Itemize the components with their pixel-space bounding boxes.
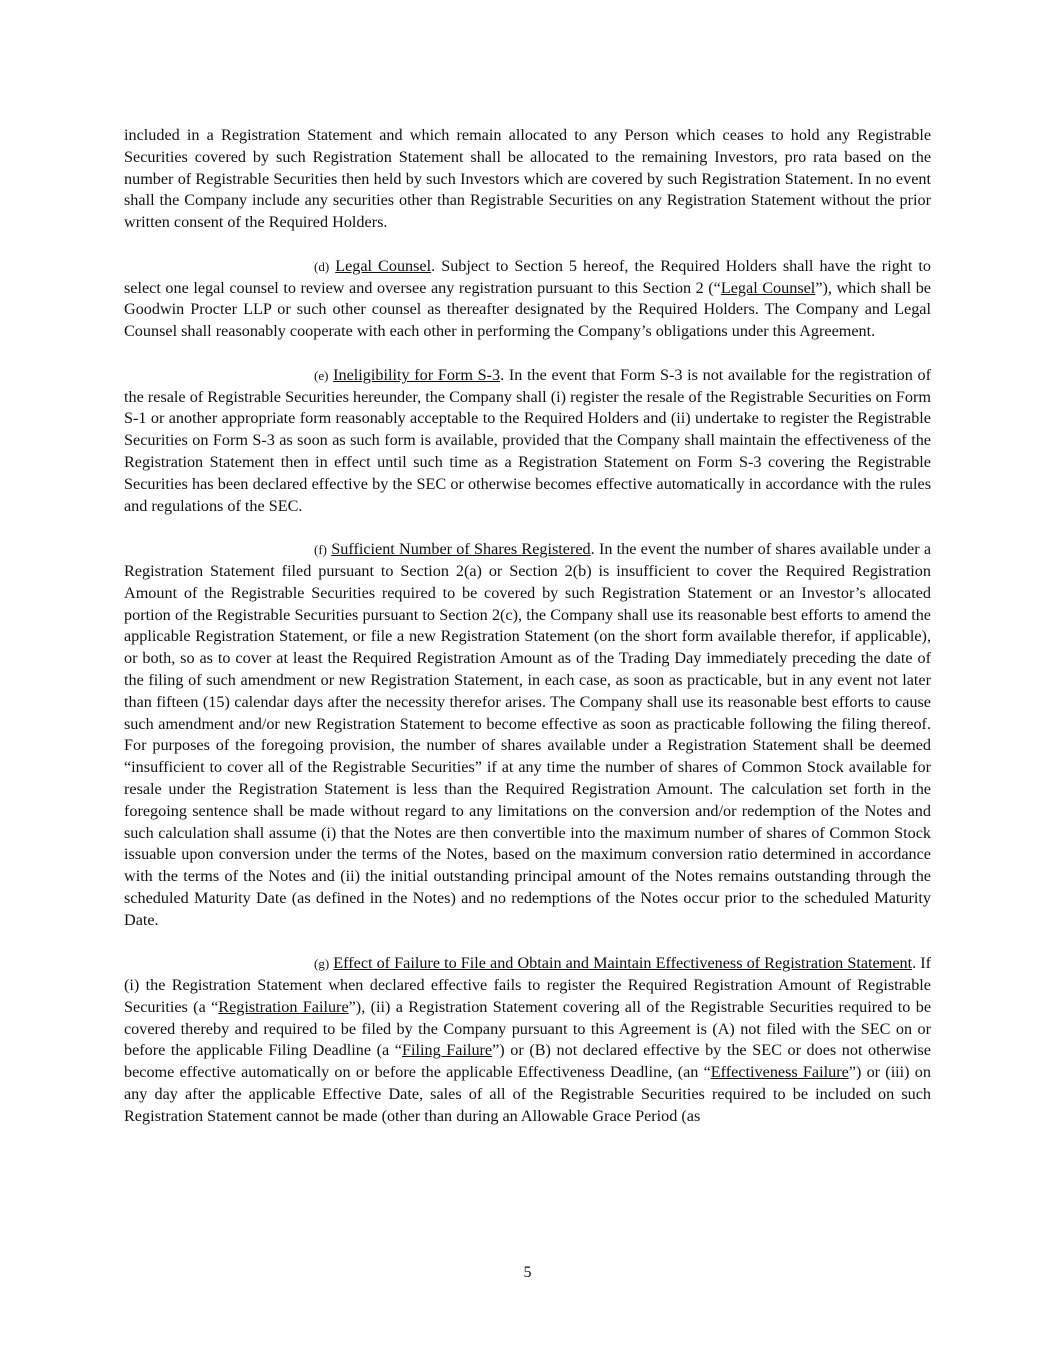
section-number: (g) xyxy=(314,956,330,972)
section-heading: Legal Counsel xyxy=(335,256,432,275)
paragraph-text: ”), (ii) a Registration Statement covering all of the Registrable Securities required to be covered thereby and required to be filed by the Company pursuant to this Agreement is (A) not filed with the SEC on or before the applicable Filing Deadline (a “ xyxy=(124,997,932,1060)
defined-term: Filing Failure xyxy=(402,1041,493,1060)
paragraph-text: . In the event that Form S-3 is not available for the registration of the resale of Registrable Securities hereunder, the Company shall (i) register the resale of the Registrable Securities on Form S-1 or another appropriate form reasonably acceptable to the Required Holders and (ii) undertake to register the Registrable Securities on Form S-3 as soon as such form is available, provided that the Company shall maintain the effectiveness of the Registration Statement then in effect until such time as a Registration Statement on Form S-3 covering the Registrable Securities has been declared effective by the SEC or otherwise becomes effective automatically in accordance with the rules and regulations of the SEC. xyxy=(124,365,932,515)
defined-term: Effectiveness Failure xyxy=(710,1063,849,1082)
section-e-ineligibility xyxy=(124,365,931,518)
defined-term: Legal Counsel xyxy=(720,278,816,297)
paragraph-text: ”) or (B) not declared effective by the SEC or does not otherwise become effective automatically on or before the applicable Effectiveness Deadline, (an “ xyxy=(124,1041,931,1082)
page-number: 5 xyxy=(523,1264,532,1281)
paragraph-text: ”) or (iii) on any day after the applicable Effective Date, sales of all of the Registrable Securities required to be included on such Registration Statement cannot be made (other than during an Allowable Grace Period (as xyxy=(124,1063,931,1125)
section-heading: Sufficient Number of Shares Registered xyxy=(331,540,591,559)
section-number: (d) xyxy=(314,258,330,274)
paragraph-text: . In the event the number of shares available under a Registration Statement filed pursuant to Section 2(a) or Section 2(b) is insufficient to cover the Required Registration Amount of the Registrable Securities required to be covered by such Registration Statement or an Investor’s allocated portion of the Registrable Securities pursuant to Section 2(c), the Company shall use its reasonable best efforts to amend the applicable Registration Statement, or file a new Registration Statement (on the short form available therefor, if applicable), or both, so as to cover at least the Required Registration Amount as of the Trading Day immediately preceding the date of the filing of such amendment or new Registration Statement, in each case, as soon as practicable, but in any event not later than fifteen (15) calendar days after the necessity therefor arises. The Company shall use its reasonable best efforts to cause such amendment and/or new Registration Statement to become effective as soon as practicable following the filing thereof. For purposes of the foregoing provision, the number of shares available under a Registration Statement shall be deemed “insufficient to cover all of the Registrable Securities” if at any time the number of shares of Common Stock available for resale under the Registration Statement is less than the Required Registration Amount. The calculation set forth in the foregoing sentence shall be made without regard to any limitations on the conversion and/or redemption of the Notes and such calculation shall assume (i) that the Notes are then convertible into the maximum number of shares of Common Stock issuable upon conversion under the terms of the Notes, based on the maximum conversion ratio determined in accordance with the terms of the Notes and (ii) the initial outstanding principal amount of the Notes remains outstanding through the scheduled Maturity Date (as defined in the Notes) and no redemptions of the Notes occur prior to the scheduled Maturity Date. xyxy=(124,540,932,929)
section-number: (f) xyxy=(314,542,327,558)
section-f-sufficient-shares xyxy=(124,539,931,931)
defined-term: Registration Failure xyxy=(218,997,349,1016)
section-g-effect-of-failure xyxy=(124,953,931,1127)
section-number: (e) xyxy=(314,367,329,383)
section-heading: Effect of Failure to File and Obtain and Maintain Effectiveness of Registration Statement xyxy=(333,954,913,973)
paragraph-text: ”), which shall be Goodwin Procter LLP or such other counsel as thereafter designated by the Required Holders. The Company and Legal Counsel shall reasonably cooperate with each other in performing the Company’s obligations under this Agreement. xyxy=(124,278,931,341)
section-heading: Ineligibility for Form S-3 xyxy=(333,365,501,384)
continuation-paragraph: included in a Registration Statement and which remain allocated to any Person which ceases to hold any Registrable Securities covered by such Registration Statement shall be allocated to the remaining Investors, pro rata based on the number of Registrable Securities then held by such Investors which are covered by such Registration Statement. In no event shall the Company include any securities other than Registrable Securities on any Registration Statement without the prior written consent of the Required Holders. xyxy=(124,126,931,232)
paragraph-text: . Subject to Section 5 hereof, the Required Holders shall have the right to select one legal counsel to review and oversee any registration pursuant to this Section 2 (“ xyxy=(124,256,931,297)
document-page xyxy=(124,125,931,1149)
section-d-legal-counsel xyxy=(124,256,931,343)
paragraph-text: . If (i) the Registration Statement when declared effective fails to register the Required Registration Amount of Registrable Securities (a “ xyxy=(124,954,932,1016)
